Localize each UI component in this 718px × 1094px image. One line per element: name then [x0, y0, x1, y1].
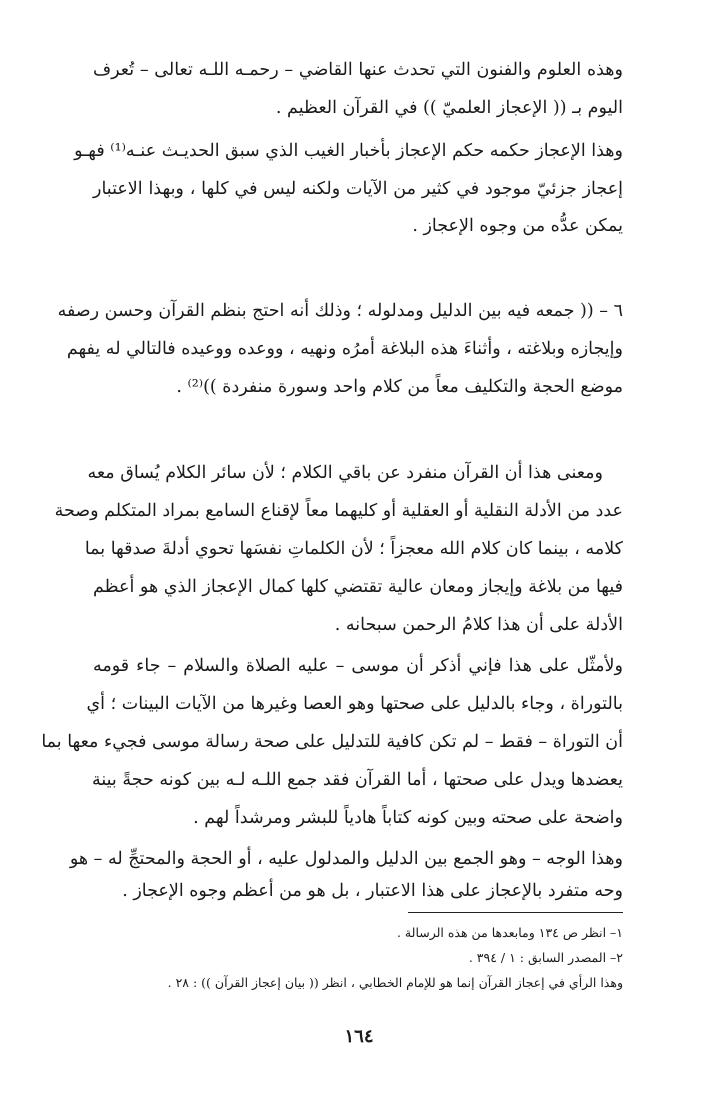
paragraph-4-line-4: فيها من بلاغة وإيجاز ومعان عالية تقتضي كلها كمال الإعجاز الذي هو أعظم — [93, 577, 623, 597]
paragraph-2-line-3: يمكن عدُّه من وجوه الإعجاز . — [412, 216, 623, 236]
paragraph-4-line-2: عدد من الأدلة النقلية أو العقلية أو كليهما معاً لإقناع السامع بمراد المتكلم وصحة — [54, 501, 623, 521]
paragraph-5-line-4: يعضدها ويدل على صحتها ، أما القرآن فقد جمع اللـه لـه بين كونه حجةً بينة — [91, 770, 623, 790]
paragraph-2-line-2: إعجاز جزئيّ موجود في كثير من الآيات ولكنه ليس في كلها ، وبهذا الاعتبار — [93, 179, 623, 199]
footnote-separator — [408, 912, 623, 913]
paragraph-5-line-2: بالتوراة ، وجاء بالدليل على صحتها وهو العصا وغيرها من الآيات البينات ؛ أي — [86, 694, 623, 714]
paragraph-4-line-1: ومعنى هذا أن القرآن منفرد عن باقي الكلام ؛ لأن سائر الكلام يُساق معه — [87, 463, 603, 483]
paragraph-1-line-1: وهذه العلوم والفنون التي تحدث عنها القاضي – رحمـه اللـه تعالى – تُعرف — [93, 60, 623, 80]
paragraph-2-line-1: وهذا الإعجاز حكمه حكم الإعجاز بأخبار الغيب الذي سبق الحديـث عنـه⁽¹⁾ فهـو — [74, 141, 623, 161]
paragraph-5-line-3: أن التوراة – فقط – لم تكن كافية للتدليل على صحة رسالة موسى فجيء معها بما — [41, 732, 623, 752]
paragraph-5-line-5: واضحة على صحته وبين كونه كتاباً هادياً للبشر ومرشداً لهم . — [193, 808, 623, 828]
footnote-1: ١– انظر ص ١٣٤ ومابعدها من هذه الرسالة . — [396, 925, 623, 940]
paragraph-6-line-2: وحه متفرد بالإعجاز على هذا الاعتبار ، بل هو من أعظم وجوه الإعجاز . — [122, 881, 623, 901]
paragraph-3-line-3: موضع الحجة والتكليف معاً من كلام واحد وسورة منفردة ))⁽²⁾ . — [176, 377, 623, 397]
paragraph-4-line-5: الأدلة على أن هذا كلامُ الرحمن سبحانه . — [334, 615, 623, 635]
paragraph-5-line-1: ولأمثّل على هذا فإني أذكر أن موسى – عليه الصلاة والسلام – جاء قومه — [93, 656, 623, 676]
paragraph-6-line-1: وهذا الوجه – وهو الجمع بين الدليل والمدلول عليه ، أو الحجة والمحتجِّ له – هو — [69, 849, 623, 869]
paragraph-3-line-2: وإيجازه وبلاغته ، وأثناءَ هذه البلاغة أمرُه ونهيه ، ووعده ووعيده فالتالي له يفهم — [66, 339, 623, 359]
paragraph-1-line-2: اليوم بـ (( الإعجاز العلميّ )) في القرآن العظيم . — [275, 98, 623, 118]
paragraph-3-line-1: ٦ – (( جمعه فيه بين الدليل ومدلوله ؛ وذلك أنه احتج بنظم القرآن وحسن رصفه — [57, 301, 623, 321]
paragraph-4-line-3: كلامه ، بينما كان كلام الله معجزاً ؛ لأن الكلماتِ نفسَها تحوي أدلةَ صدقها بما — [84, 539, 623, 559]
footnote-2: ٢– المصدر السابق : ١ / ٣٩٤ . — [468, 950, 623, 965]
footnote-2-continuation: وهذا الرأي في إعجاز القرآن إنما هو للإمام الخطابي ، انظر (( بيان إعجاز القرآن )) : ٢٨ . — [167, 975, 623, 990]
page-number: ١٦٤ — [344, 1026, 374, 1047]
